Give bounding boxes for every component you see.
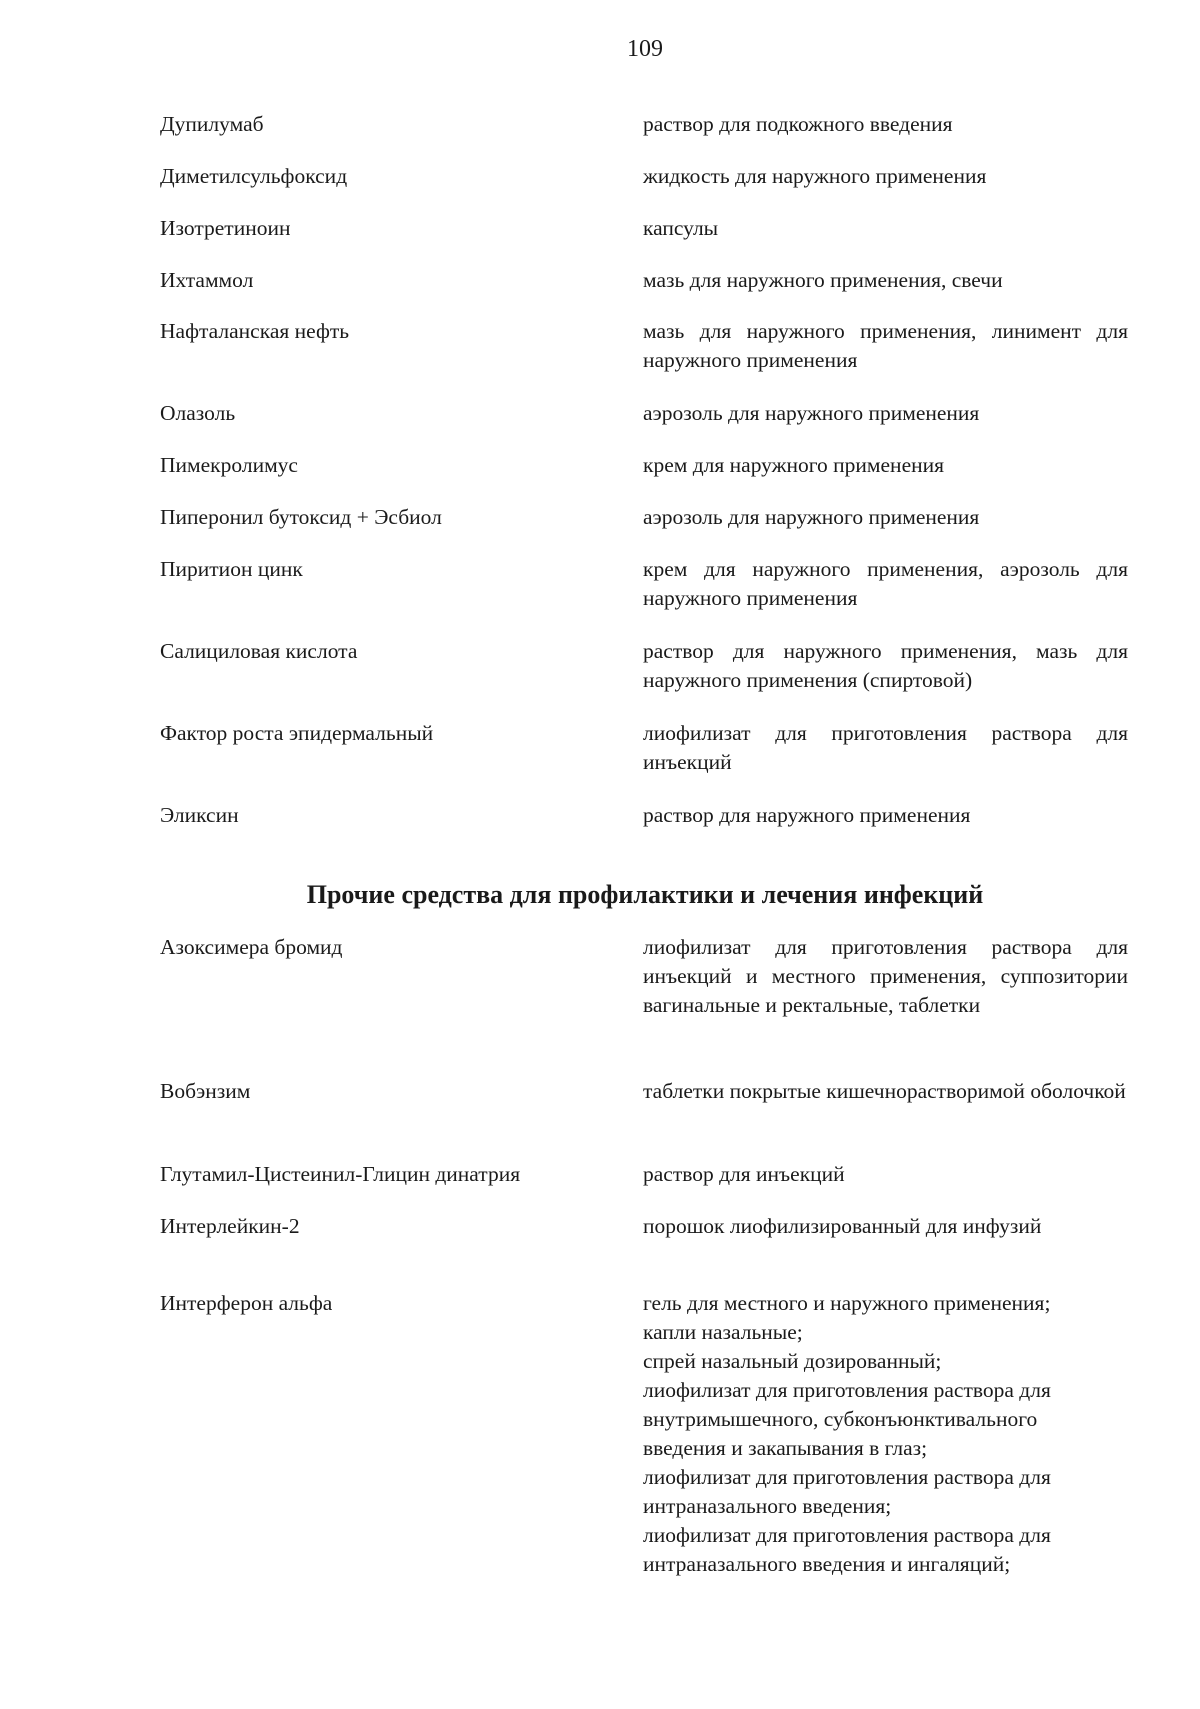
drug-form: раствор для инъекций — [643, 1162, 845, 1186]
section-heading: Прочие средства для профилактики и лечения инфекций — [306, 880, 984, 909]
drug-form: порошок лиофилизированный для инфузий — [643, 1214, 1042, 1238]
form-line: лиофилизат для приготовления раствора для — [643, 1378, 1051, 1402]
drug-form: крем для наружного применения, аэрозоль для наружного применения — [643, 557, 1128, 610]
drug-name: Олазоль — [160, 401, 236, 425]
drug-form: лиофилизат для приготовления раствора для инъекций и местного применения, суппозитории вагинальные и ректальные, таблетки — [643, 935, 1128, 1017]
drug-form: жидкость для наружного применения — [643, 164, 987, 188]
drug-name: Пиперонил бутоксид + Эсбиол — [160, 505, 442, 529]
drug-name: Пиритион цинк — [160, 557, 303, 581]
drug-form: крем для наружного применения — [643, 453, 945, 477]
drug-form: мазь для наружного применения, свечи — [643, 268, 1003, 292]
drug-form: раствор для наружного применения — [643, 803, 971, 827]
drug-name: Глутамил-Цистеинил-Глицин динатрия — [160, 1162, 521, 1186]
drug-name: Эликсин — [160, 803, 239, 827]
drug-form: капсулы — [643, 216, 719, 240]
drug-name: Интерферон альфа — [160, 1291, 333, 1315]
drug-name: Дупилумаб — [160, 112, 264, 136]
drug-name: Пимекролимус — [160, 453, 298, 477]
drug-form: таблетки покрытые кишечнорастворимой оболочкой — [643, 1079, 1126, 1103]
drug-name: Нафталанская нефть — [160, 319, 350, 343]
drug-form: аэрозоль для наружного применения — [643, 505, 980, 529]
drug-name: Салициловая кислота — [160, 639, 358, 663]
drug-name: Интерлейкин-2 — [160, 1214, 300, 1238]
form-line: лиофилизат для приготовления раствора для — [643, 1465, 1051, 1489]
drug-name: Диметилсульфоксид — [160, 164, 348, 188]
form-line: лиофилизат для приготовления раствора для — [643, 1523, 1051, 1547]
form-line: гель для местного и наружного применения; — [643, 1291, 1051, 1315]
form-line: введения и закапывания в глаз; — [643, 1436, 928, 1460]
form-line: интраназального введения; — [643, 1494, 892, 1518]
drug-name: Азоксимера бромид — [160, 935, 343, 959]
form-line: спрей назальный дозированный; — [643, 1349, 942, 1373]
drug-name: Изотретиноин — [160, 216, 291, 240]
form-line: капли назальные; — [643, 1320, 803, 1344]
drug-form — [643, 1289, 1128, 1579]
drug-name: Вобэнзим — [160, 1079, 251, 1103]
drug-name: Ихтаммол — [160, 268, 254, 292]
page-number: 109 — [627, 36, 663, 62]
drug-form: мазь для наружного применения, линимент для наружного применения — [643, 319, 1128, 372]
drug-form: лиофилизат для приготовления раствора для инъекций — [643, 721, 1128, 774]
form-line: внутримышечного, субконъюнктивального — [643, 1407, 1038, 1431]
drug-form: раствор для подкожного введения — [643, 112, 953, 136]
form-line: интраназального введения и ингаляций; — [643, 1552, 1011, 1576]
drug-form: аэрозоль для наружного применения — [643, 401, 980, 425]
drug-form: раствор для наружного применения, мазь для наружного применения (спиртовой) — [643, 639, 1128, 692]
drug-name: Фактор роста эпидермальный — [160, 721, 434, 745]
